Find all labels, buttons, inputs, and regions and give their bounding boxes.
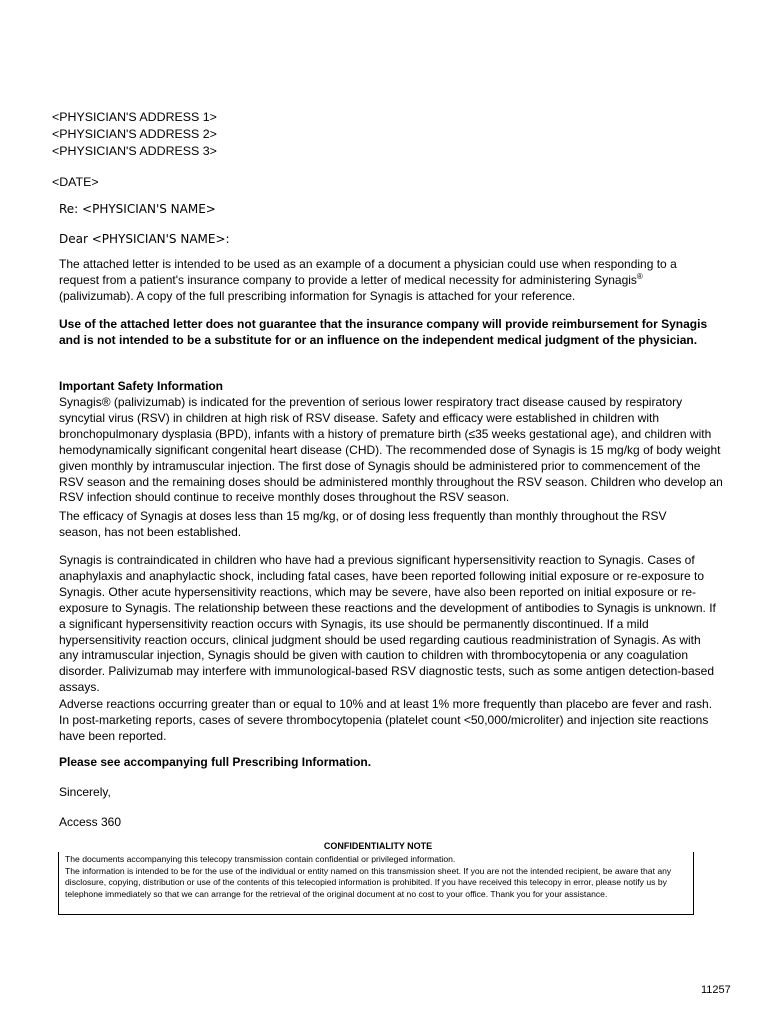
intro-text: The attached letter is intended to be used as an example of a document a physician could use when responding to a request from a patient's insurance company to provide a letter of medical necessity for administering Synagis xyxy=(59,257,677,287)
physician-address-3: <PHYSICIAN'S ADDRESS 3> xyxy=(52,144,217,158)
contraindication-paragraph: Synagis is contraindicated in children who have had a previous significant hypersensitivity reaction to Synagis. Cases of anaphylaxis and anaphylactic shock, including fatal cases, have been reported following initial exposure or re-exposure to Synagis. Other acute hypersensitivity reactions, which may be severe, have also been reported on initial exposure or re-exposure to Synagis. The relationship between these reactions and the development of antibodies to Synagis is unknown. If a significant hypersensitivity reaction occurs with Synagis, its use should be permanently discontinued. If a mild hypersensitivity reaction occurs, clinical judgment should be used regarding cautious readministration of Synagis. As with any intramuscular injection, Synagis should be given with caution to children with thrombocytopenia or any coagulation disorder. Palivizumab may interfere with immunological-based RSV diagnostic tests, such as some antigen detection-based assays. xyxy=(59,553,716,695)
safety-paragraph: Synagis® (palivizumab) is indicated for the prevention of serious lower respiratory tract disease caused by respiratory syncytial virus (RSV) in children at high risk of RSV disease. Safety and efficacy were established in children with bronchopulmonary dysplasia (BPD), infants with a history of premature birth (≤35 weeks gestational age), and children with hemodynamically significant congenital heart disease (CHD). The recommended dose of Synagis is 15 mg/kg of body weight given monthly by intramuscular injection. The first dose of Synagis should be administered prior to commencement of the RSV season and the remaining doses should be administered monthly throughout the RSV season. Children who develop an RSV infection should continue to receive monthly doses throughout the RSV season. xyxy=(59,395,723,505)
intro-paragraph xyxy=(59,257,719,305)
intro-text-end: (palivizumab). A copy of the full prescribing information for Synagis is attached for your reference. xyxy=(59,288,576,303)
date-line: <DATE> xyxy=(52,175,99,189)
prescribing-info-note: Please see accompanying full Prescribing Information. xyxy=(59,755,372,769)
confidentiality-line1: The documents accompanying this telecopy transmission contain confidential or privileged information. xyxy=(65,854,456,864)
adverse-reactions-paragraph: Adverse reactions occurring greater than or equal to 10% and at least 1% more frequently than placebo are fever and rash. In post-marketing reports, cases of severe thrombocytopenia (platelet count <50,000/microliter) and injection site reactions have been reported. xyxy=(59,697,713,743)
document-number: 11257 xyxy=(701,984,731,996)
closing: Sincerely, xyxy=(59,785,111,799)
confidentiality-box xyxy=(58,852,694,915)
confidentiality-title: CONFIDENTIALITY NOTE xyxy=(323,841,433,851)
physician-address-2: <PHYSICIAN'S ADDRESS 2> xyxy=(52,127,217,141)
confidentiality-text: The information is intended to be for the use of the individual or entity named on this transmission sheet. If you are not the intended recipient, be aware that any disclosure, copying, distribution or use of the contents of this telecopied information is prohibited. If you have received this telecopy in error, please notify us by telephone immediately so that we can arrange for the retrieval of the original document at no cost to your office. Thank you for your assistance. xyxy=(65,865,672,899)
salutation: Dear <PHYSICIAN'S NAME>: xyxy=(59,232,230,246)
registered-mark: ® xyxy=(636,271,643,281)
physician-address-1: <PHYSICIAN'S ADDRESS 1> xyxy=(52,110,217,124)
safety-heading: Important Safety Information xyxy=(59,379,224,393)
re-line: Re: <PHYSICIAN'S NAME> xyxy=(59,202,216,216)
disclaimer-paragraph: Use of the attached letter does not guarantee that the insurance company will provide reimbursement for Synagis and is not intended to be a substitute for or an influence on the independent medical judgment of the physician. xyxy=(59,317,708,347)
signature: Access 360 xyxy=(59,815,122,829)
efficacy-paragraph: The efficacy of Synagis at doses less than 15 mg/kg, or of dosing less frequently than monthly throughout the RSV season, has not been established. xyxy=(59,509,667,539)
